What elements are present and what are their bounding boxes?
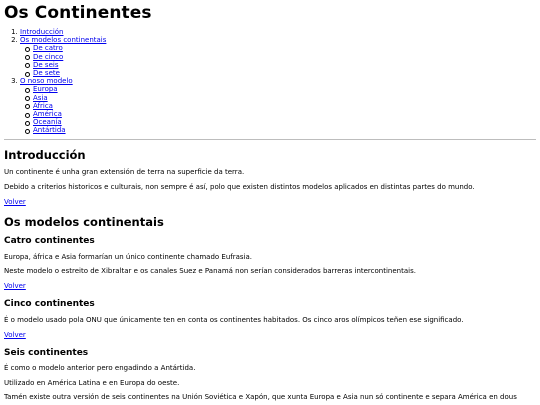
- subsection-heading-cinco: Cinco continentes: [4, 299, 95, 309]
- table-of-contents: [4, 28, 106, 135]
- toc-link-oceania[interactable]: Oceanía: [33, 118, 62, 127]
- toc-link-de-catro[interactable]: De catro: [33, 44, 63, 53]
- toc-link-africa[interactable]: África: [33, 101, 53, 110]
- toc-list: [4, 28, 106, 135]
- toc-link-modelos[interactable]: Os modelos continentais: [20, 36, 107, 45]
- back-link[interactable]: Volver: [4, 282, 26, 290]
- toc-subitem: [33, 69, 106, 77]
- section-heading-modelos: Os modelos continentais: [4, 215, 164, 229]
- toc-link-de-cinco[interactable]: De cinco: [33, 52, 64, 61]
- paragraph: É como o modelo anterior pero engadindo a Antártida.: [4, 364, 196, 372]
- paragraph: Tamén existe outra versión de seis continentes na Unión Soviética e Xapón, que xunta Europa e Asia nun só continente e separa América en dous: [4, 393, 517, 401]
- toc-subitem: [33, 94, 106, 102]
- toc-subitem: [33, 61, 106, 69]
- toc-link-asia[interactable]: Asia: [33, 93, 48, 102]
- toc-item-noso-modelo: [20, 77, 106, 134]
- toc-subitem: [33, 53, 106, 61]
- toc-sublist-noso-modelo: [20, 85, 106, 134]
- toc-subitem: [33, 110, 106, 118]
- paragraph: Debido a criterios historicos e culturais, non sempre é así, polo que existen distintos modelos aplicados en distintas partes do mundo.: [4, 183, 475, 191]
- toc-link-america[interactable]: América: [33, 110, 62, 119]
- back-link[interactable]: Volver: [4, 198, 26, 206]
- section-heading-introduccion: Introducción: [4, 148, 86, 162]
- toc-item-introduccion: [20, 28, 106, 36]
- toc-subitem: [33, 118, 106, 126]
- subsection-heading-seis: Seis continentes: [4, 348, 89, 358]
- toc-subitem: [33, 102, 106, 110]
- subsection-heading-catro: Catro continentes: [4, 236, 95, 246]
- toc-link-antartida[interactable]: Antártida: [33, 126, 66, 135]
- page-title: Os Continentes: [4, 3, 152, 23]
- toc-link-noso-modelo[interactable]: O noso modelo: [20, 77, 73, 86]
- toc-subitem: [33, 44, 106, 52]
- paragraph: Europa, áfrica e Asia formarían un único continente chamado Eufrasia.: [4, 253, 253, 261]
- paragraph: É o modelo usado pola ONU que únicamente ten en conta os continentes habitados. Os cinco aros olímpicos teñen ese significado.: [4, 316, 464, 324]
- paragraph: Un continente é unha gran extensión de terra na superficie da terra.: [4, 168, 245, 176]
- toc-subitem: [33, 85, 106, 93]
- paragraph: Neste modelo o estreito de Xibraltar e os canales Suez e Panamá non serían considerados barreras intercontinentais.: [4, 267, 416, 275]
- toc-link-introduccion[interactable]: Introducción: [20, 28, 64, 36]
- back-link[interactable]: Volver: [4, 331, 26, 339]
- divider: [4, 139, 536, 140]
- toc-sublist-modelos: [20, 44, 106, 77]
- toc-link-de-seis[interactable]: De seis: [33, 60, 59, 69]
- toc-link-de-sete[interactable]: De sete: [33, 69, 60, 78]
- toc-link-europa[interactable]: Europa: [33, 85, 58, 94]
- toc-subitem: [33, 126, 106, 134]
- toc-item-modelos: [20, 36, 106, 77]
- paragraph: Utilizado en América Latina e en Europa do oeste.: [4, 379, 180, 387]
